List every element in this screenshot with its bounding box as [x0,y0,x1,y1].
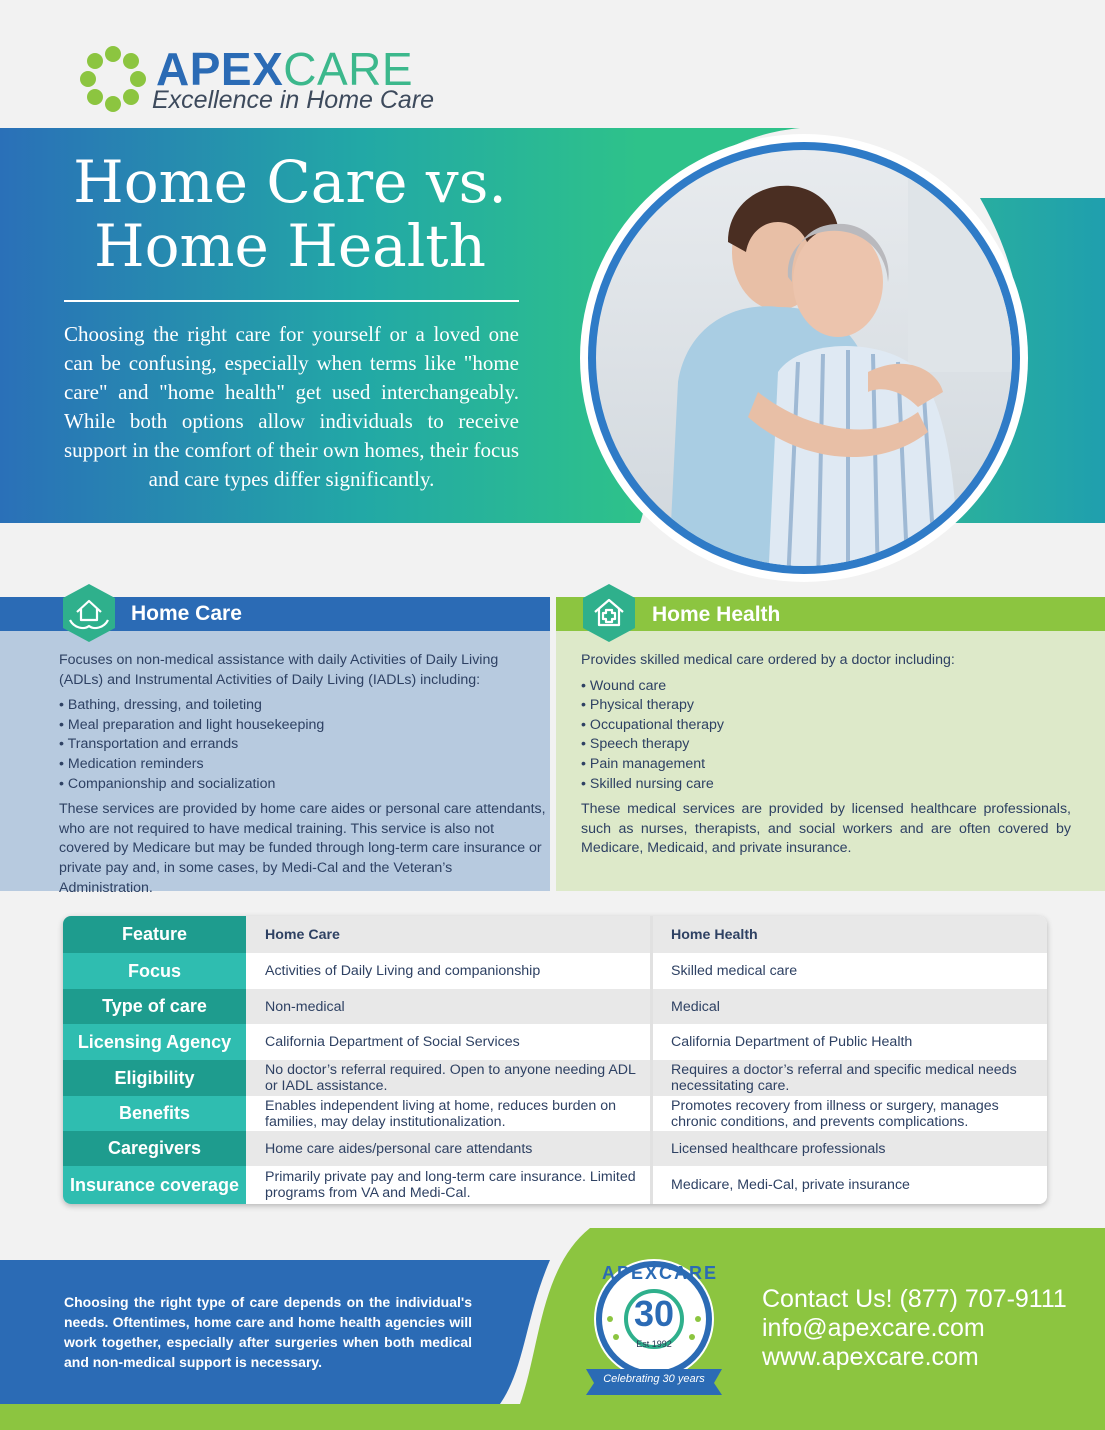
table-header-home-health: Home Health [650,916,1047,953]
home-hands-icon [58,582,120,644]
title-divider [64,300,519,302]
list-item: • Companionship and socialization [59,775,546,795]
home-health-note: These medical services are provided by licensed healthcare professionals, such as nurses, therapists, and social workers and are often covered by Medicare, Medicaid, and private insurance. [581,801,1071,857]
contact-phone[interactable]: Contact Us! (877) 707-9111 [762,1285,1067,1313]
table-row: Type of care Non-medical Medical [63,989,1047,1024]
home-health-content [581,651,1071,859]
table-row: Benefits Enables independent living at home, reduces burden on families, may delay institutionalization. Promotes recovery from illness or surgery, manages chronic conditions, and prevents complications. [63,1096,1047,1131]
contact-block [762,1285,1067,1372]
home-care-title: Home Care [131,602,242,625]
list-item: • Pain management [581,755,1071,775]
list-item: • Wound care [581,677,1071,697]
badge-number: 30 [633,1293,675,1334]
table-header-feature: Feature [63,916,246,953]
home-care-note: These services are provided by home care aides or personal care attendants, who are not required to have medical training. This service is also not covered by Medicare but may be funded through long-term care insurance or private pay and, in some cases, by Medi-Cal and the Veteran’s Administration. [59,801,546,896]
brand-logo [78,44,458,116]
table-header-home-care: Home Care [265,926,340,943]
list-item: • Transportation and errands [59,735,546,755]
list-item: • Bathing, dressing, and toileting [59,696,546,716]
brand-name: APEXCARE [156,43,414,95]
home-health-title: Home Health [652,603,781,626]
list-item: • Medication reminders [59,755,546,775]
badge-brand-text: APEXCARE [602,1263,719,1283]
list-item: • Speech therapy [581,735,1071,755]
list-item: • Meal preparation and light housekeeping [59,716,546,736]
brand-tagline: Excellence in Home Care [152,86,435,114]
intro-paragraph: Choosing the right care for yourself or a loved one can be confusing, especially when terms like "home care" and "home health" get used interchangeably. While both options allow individuals to receive support in the comfort of their own homes, their focus and care types differ significantly. [64,322,519,491]
table-row: Focus Activities of Daily Living and companionship Skilled medical care [63,953,1047,989]
home-care-list [59,696,546,794]
30-year-anniversary-badge [568,1257,740,1397]
table-row: Insurance coverage Primarily private pay and long-term care insurance. Limited programs from VA and Medi-Cal. Medicare, Medi-Cal, private insurance [63,1166,1047,1204]
home-care-content [59,651,546,898]
table-row: Caregivers Home care aides/personal care attendants Licensed healthcare professionals [63,1131,1047,1166]
badge-est: Est 1992 [636,1339,672,1349]
contact-email-link[interactable]: info@apexcare.com [762,1314,985,1342]
footer-paragraph: Choosing the right type of care depends on the individual's needs. Oftentimes, home care and home health agencies will work together, especially after surgeries when both medical and non-medical support is necessary. [64,1294,472,1370]
table-header-row [63,916,1047,953]
home-health-intro: Provides skilled medical care ordered by a doctor including: [581,652,955,668]
table-row: Licensing Agency California Department of Social Services California Department of Public Health [63,1024,1047,1060]
table-row: Eligibility No doctor’s referral required. Open to anyone needing ADL or IADL assistance. Requires a doctor’s referral and specific medical needs necessitating care. [63,1060,1047,1096]
caregiver-hugging-senior-photo [578,132,1030,584]
home-health-list [581,677,1071,795]
page-title: Home Care vs. Home Health [73,148,507,280]
comparison-table [63,916,1047,1204]
flower-logo-icon [78,44,148,114]
list-item: • Skilled nursing care [581,775,1071,795]
contact-website-link[interactable]: www.apexcare.com [762,1343,979,1371]
list-item: • Occupational therapy [581,716,1071,736]
home-medical-cross-icon [578,582,640,644]
home-care-intro: Focuses on non-medical assistance with daily Activities of Daily Living (ADLs) and Instrumental Activities of Daily Living (IADLs) including: [59,652,499,688]
list-item: • Physical therapy [581,696,1071,716]
badge-ribbon-text: Celebrating 30 years [603,1373,705,1385]
